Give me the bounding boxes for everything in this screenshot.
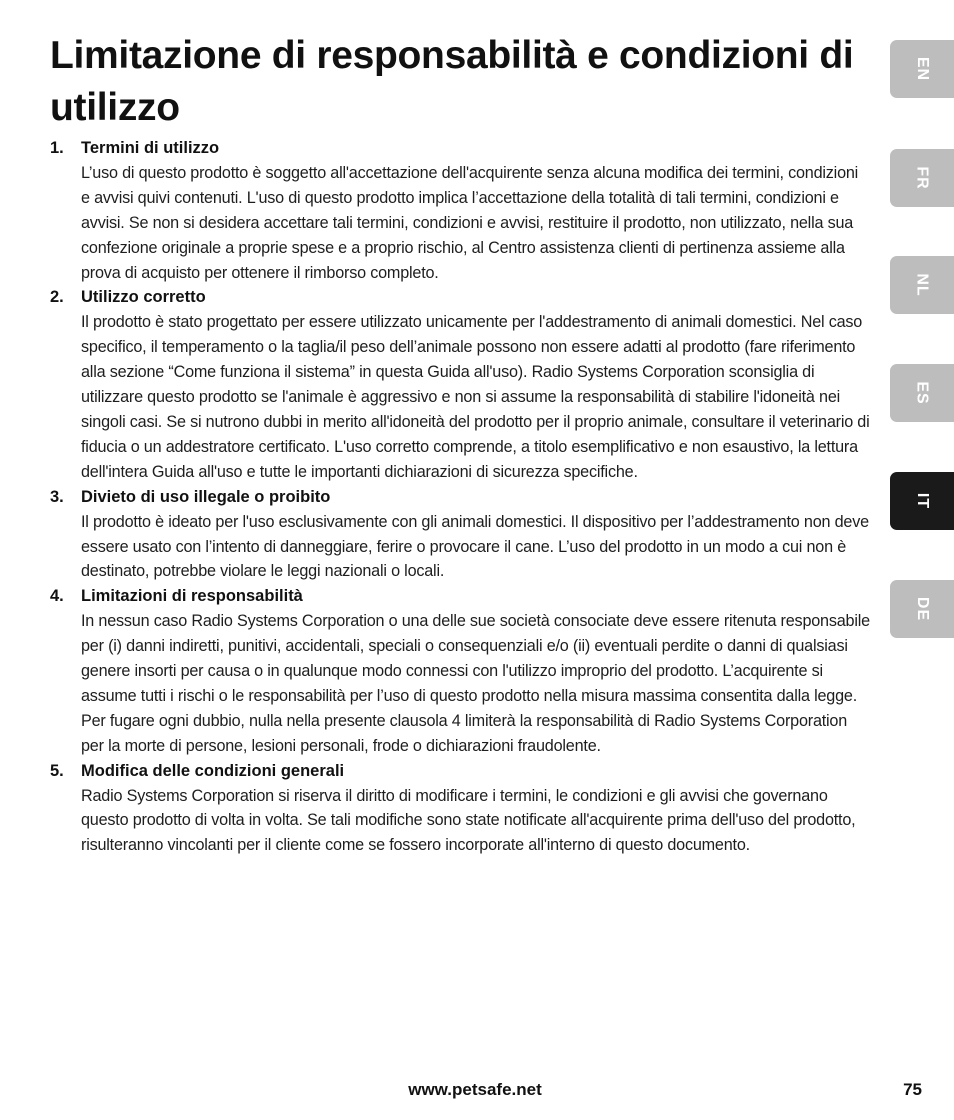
section-heading [50, 136, 870, 161]
section-number: 1. [50, 139, 64, 157]
section-heading [50, 759, 870, 784]
section-title: Termini di utilizzo [81, 139, 220, 157]
section-heading [50, 485, 870, 510]
section-3 [50, 485, 870, 585]
tab-lang-es[interactable] [890, 364, 954, 422]
section-number: 3. [50, 487, 64, 506]
tab-label: FR [913, 166, 931, 190]
section-number: 5. [50, 761, 64, 780]
tab-label: EN [913, 56, 931, 82]
section-title: Limitazioni di responsabilità [81, 587, 303, 606]
tab-lang-it[interactable] [890, 472, 954, 530]
tab-label: ES [914, 381, 931, 405]
section-number: 4. [50, 587, 64, 606]
section-title: Modifica delle condizioni generali [81, 761, 345, 780]
section-heading [50, 285, 870, 310]
section-body: Radio Systems Corporation si riserva il diritto di modificare i termini, le condizioni e gli avvisi che governano questo prodotto di volta in volta. Se tali modifiche sono state notificate all'acquirente prima dell'uso del prodotto, risulteranno vincolanti per il cliente come se fossero incorporate all'interno di questo documento. [81, 786, 856, 855]
section-number: 2. [50, 288, 64, 307]
section-title: Utilizzo corretto [81, 288, 206, 307]
section-body: Il prodotto è ideato per l'uso esclusivamente con gli animali domestici. Il dispositivo per l’addestramento non deve essere usato con l’intento di danneggiare, ferire o provocare il cane. L’uso del prodotto in un modo a cui non è destinato, potrebbe violare le leggi nazionali o locali. [81, 512, 869, 581]
tab-label: NL [913, 273, 931, 297]
section-heading [50, 584, 870, 609]
page-number: 75 [903, 1080, 922, 1099]
section-title: Divieto di uso illegale o proibito [81, 487, 331, 506]
tab-lang-en[interactable] [890, 40, 954, 98]
tab-lang-de[interactable] [890, 580, 954, 638]
section-5 [50, 759, 870, 859]
section-2 [50, 285, 870, 484]
section-body: In nessun caso Radio Systems Corporation o una delle sue società consociate deve essere ritenuta responsabile per (i) danni indiretti, punitivi, accidentali, speciali o consequenziali e/o (ii) eventuali perdite o danni di qualsiasi genere insorti per causa o in qualunque modo connessi con l'utilizzo improprio del prodotto. L’acquirente si assume tutti i rischi o le responsabilità per l’uso di questo prodotto nella misura massima consentita dalla legge. Per fugare ogni dubbio, nulla nella presente clausola 4 limiterà la responsabilità di Radio Systems Corporation per la morte di persone, lesioni personali, frode o dichiarazioni fraudolente. [81, 612, 870, 755]
section-body: Il prodotto è stato progettato per essere utilizzato unicamente per l'addestramento di animali domestici. Nel caso specifico, il temperamento o la taglia/il peso dell’animale possono non essere adatti al prodotto (fare riferimento alla sezione “Come funziona il sistema” in questa Guida all'uso). Radio Systems Corporation sconsiglia di utilizzare questo prodotto se l'animale è aggressivo e non si assume la responsabilità di stabilire l'idoneità nei singoli casi. Se si nutrono dubbi in merito all'idoneità del prodotto per il proprio animale, consultare il veterinario di fiducia o un addestratore certificato. L'uso corretto comprende, a titolo esemplificativo e non esaustivo, la lettura dell'intera Guida all'uso e tutte le importanti dichiarazioni di sicurezza specifiche. [81, 313, 870, 481]
page-title: Limitazione di responsabilità e condizioni di utilizzo [50, 34, 854, 129]
tab-label: IT [914, 492, 931, 510]
sections-list [50, 136, 870, 858]
section-body: L’uso di questo prodotto è soggetto all'accettazione dell'acquirente senza alcuna modifica dei termini, condizioni e avvisi quivi contenuti. L'uso di questo prodotto implica l’accettazione della totalità di tali termini, condizioni e avvisi. Se non si desidera accettare tali termini, condizioni e avvisi, restituire il prodotto, non utilizzato, nella sua confezione originale a proprie spese e a proprio rischio, al Centro assistenza clienti di pertinenza assieme alla prova di acquisto per ottenere il rimborso completo. [81, 163, 859, 282]
tab-lang-fr[interactable] [890, 149, 954, 207]
tab-label: DE [913, 596, 931, 622]
tab-lang-nl[interactable] [890, 256, 954, 314]
footer-url: www.petsafe.net [408, 1080, 542, 1099]
section-1 [50, 136, 870, 285]
section-4 [50, 584, 870, 758]
